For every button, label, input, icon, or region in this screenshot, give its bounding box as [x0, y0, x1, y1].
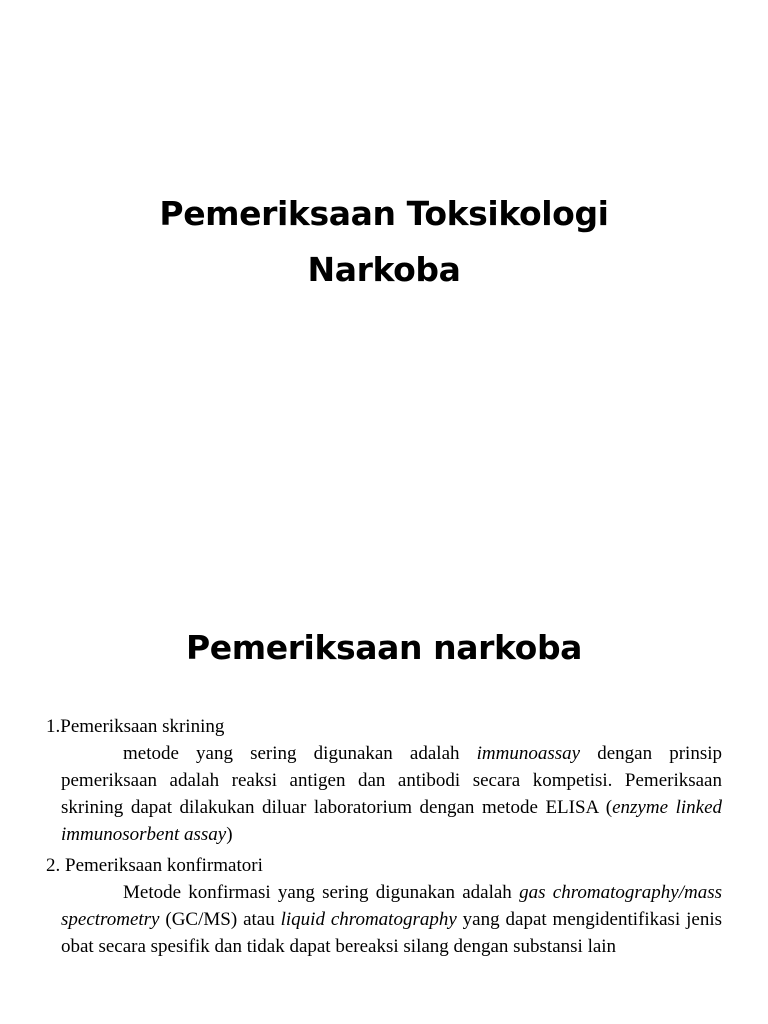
slide-2	[0, 512, 768, 1024]
item-body-confirmatory	[61, 879, 722, 960]
slide-2-title: Pemeriksaan narkoba	[185, 628, 583, 667]
slide-1-title	[0, 186, 768, 298]
item-body-screening	[61, 740, 722, 848]
slide-1-title-line-2: Narkoba	[307, 250, 461, 289]
body-text: yang dapat mengidentifikasi jenis obat secara spesifik dan tidak dapat bereaksi silang dengan substansi lain	[61, 909, 723, 957]
item-heading-screening: 1.Pemeriksaan skrining	[46, 716, 225, 737]
slide-2-content	[46, 713, 722, 964]
body-text: Metode konfirmasi yang sering digunakan adalah	[123, 882, 520, 903]
body-italic-term: liquid chromatography	[280, 909, 457, 930]
body-text: metode yang sering digunakan adalah	[123, 743, 477, 764]
slide-1-title-line-1: Pemeriksaan Toksikologi	[159, 194, 609, 233]
body-text: )	[226, 824, 233, 845]
body-italic-term: gas chromatography/mass spectrometry	[61, 882, 722, 930]
item-heading-confirmatory: 2. Pemeriksaan konfirmatori	[46, 855, 263, 876]
body-italic-term: immunoassay	[476, 743, 581, 764]
body-italic-term: enzyme linked immunosorbent assay	[61, 797, 722, 845]
body-text: (GC/MS) atau	[159, 909, 281, 930]
body-text: dengan prinsip pemeriksaan adalah reaksi antigen dan antibodi secara kompetisi. Pemeriksaan skrining dapat dilakukan diluar laboratorium dengan metode ELISA (	[61, 743, 722, 818]
